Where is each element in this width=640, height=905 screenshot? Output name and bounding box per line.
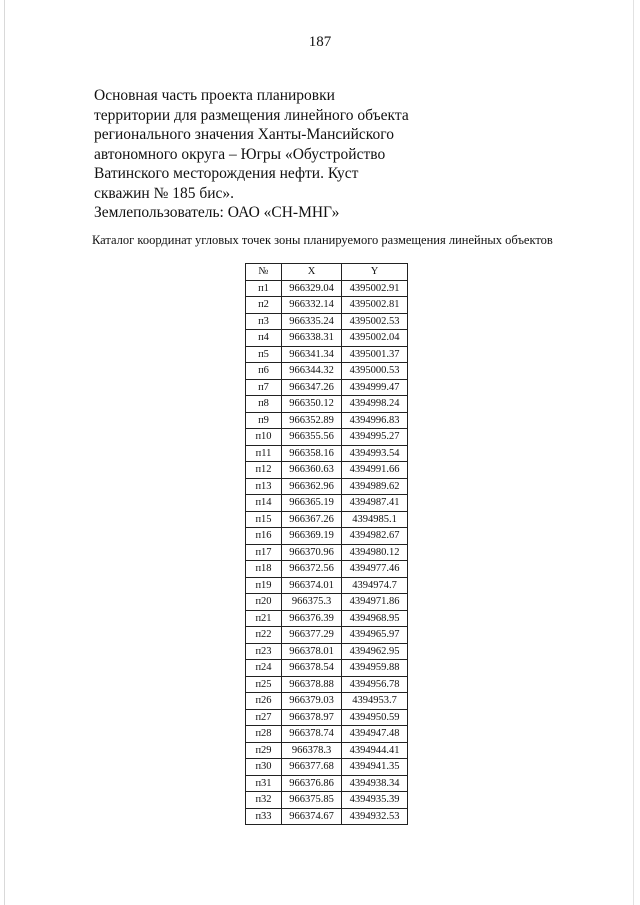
table-row [246,759,408,776]
x-coordinate-cell: 966378.97 [282,709,342,726]
point-id-cell: п18 [246,561,282,578]
heading-line: Ватинского месторождения нефти. Куст [94,165,359,182]
point-id-cell: п2 [246,297,282,314]
table-row [246,577,408,594]
point-id-cell: п24 [246,660,282,677]
table-row [246,726,408,743]
point-id-cell: п22 [246,627,282,644]
y-coordinate-cell: 4394982.67 [342,528,408,545]
point-id-cell: п6 [246,363,282,380]
table-row [246,330,408,347]
y-coordinate-cell: 4394959.88 [342,660,408,677]
y-coordinate-cell: 4394953.7 [342,693,408,710]
y-coordinate-cell: 4394962.95 [342,643,408,660]
table-row [246,775,408,792]
y-coordinate-cell: 4394980.12 [342,544,408,561]
point-id-cell: п25 [246,676,282,693]
point-id-cell: п11 [246,445,282,462]
table-row [246,676,408,693]
point-id-cell: п31 [246,775,282,792]
point-id-cell: п26 [246,693,282,710]
y-coordinate-cell: 4394996.83 [342,412,408,429]
y-coordinate-cell: 4394995.27 [342,429,408,446]
x-coordinate-cell: 966358.16 [282,445,342,462]
point-id-cell: п15 [246,511,282,528]
table-row [246,379,408,396]
point-id-cell: п16 [246,528,282,545]
x-coordinate-cell: 966370.96 [282,544,342,561]
x-coordinate-cell: 966365.19 [282,495,342,512]
y-coordinate-cell: 4394987.41 [342,495,408,512]
y-coordinate-cell: 4394932.53 [342,808,408,825]
table-row [246,742,408,759]
table-row [246,561,408,578]
table-row [246,429,408,446]
x-coordinate-cell: 966375.85 [282,792,342,809]
point-id-cell: п28 [246,726,282,743]
x-coordinate-cell: 966355.56 [282,429,342,446]
table-row [246,445,408,462]
point-id-cell: п33 [246,808,282,825]
point-id-cell: п17 [246,544,282,561]
y-coordinate-cell: 4395002.81 [342,297,408,314]
x-coordinate-cell: 966378.54 [282,660,342,677]
y-coordinate-cell: 4394989.62 [342,478,408,495]
point-id-cell: п14 [246,495,282,512]
table-row [246,808,408,825]
y-coordinate-cell: 4394965.97 [342,627,408,644]
point-id-cell: п21 [246,610,282,627]
x-coordinate-cell: 966377.68 [282,759,342,776]
x-coordinate-cell: 966344.32 [282,363,342,380]
x-coordinate-cell: 966378.01 [282,643,342,660]
table-row [246,363,408,380]
x-coordinate-cell: 966372.56 [282,561,342,578]
column-header-y: Y [342,264,408,281]
point-id-cell: п8 [246,396,282,413]
scan-edge [4,0,5,905]
y-coordinate-cell: 4394956.78 [342,676,408,693]
page-number: 187 [308,34,332,50]
x-coordinate-cell: 966375.3 [282,594,342,611]
point-id-cell: п3 [246,313,282,330]
table-header-row [246,264,408,281]
x-coordinate-cell: 966379.03 [282,693,342,710]
x-coordinate-cell: 966377.29 [282,627,342,644]
table-row [246,478,408,495]
heading-line: регионального значения Ханты-Мансийского [94,126,394,143]
y-coordinate-cell: 4394977.46 [342,561,408,578]
table-row [246,297,408,314]
y-coordinate-cell: 4395002.91 [342,280,408,297]
table-row [246,610,408,627]
point-id-cell: п32 [246,792,282,809]
table-row [246,280,408,297]
table-row [246,627,408,644]
table-body [246,280,408,825]
heading-line: скважин № 185 бис». [94,184,235,202]
x-coordinate-cell: 966367.26 [282,511,342,528]
x-coordinate-cell: 966374.01 [282,577,342,594]
column-header-number: № [246,264,282,281]
x-coordinate-cell: 966338.31 [282,330,342,347]
table-row [246,544,408,561]
x-coordinate-cell: 966360.63 [282,462,342,479]
x-coordinate-cell: 966352.89 [282,412,342,429]
column-header-x: X [282,264,342,281]
table-row [246,462,408,479]
table-row [246,396,408,413]
point-id-cell: п20 [246,594,282,611]
table-row [246,313,408,330]
x-coordinate-cell: 966378.88 [282,676,342,693]
x-coordinate-cell: 966369.19 [282,528,342,545]
point-id-cell: п1 [246,280,282,297]
coordinates-table [245,263,408,825]
y-coordinate-cell: 4394985.1 [342,511,408,528]
table-row [246,412,408,429]
point-id-cell: п9 [246,412,282,429]
x-coordinate-cell: 966378.74 [282,726,342,743]
x-coordinate-cell: 966376.39 [282,610,342,627]
x-coordinate-cell: 966329.04 [282,280,342,297]
x-coordinate-cell: 966350.12 [282,396,342,413]
heading-line: Землепользователь: ОАО «СН-МНГ» [94,204,340,221]
y-coordinate-cell: 4395002.53 [342,313,408,330]
x-coordinate-cell: 966362.96 [282,478,342,495]
y-coordinate-cell: 4395002.04 [342,330,408,347]
table-row [246,709,408,726]
heading-line: автономного округа – Югры «Обустройство [94,145,386,163]
point-id-cell: п7 [246,379,282,396]
point-id-cell: п19 [246,577,282,594]
y-coordinate-cell: 4394999.47 [342,379,408,396]
table-row [246,528,408,545]
heading-line: территории для размещения линейного объекта [94,106,409,124]
table-row [246,660,408,677]
x-coordinate-cell: 966376.86 [282,775,342,792]
y-coordinate-cell: 4394947.48 [342,726,408,743]
y-coordinate-cell: 4394993.54 [342,445,408,462]
y-coordinate-cell: 4394944.41 [342,742,408,759]
table-row [246,346,408,363]
table-row [246,495,408,512]
point-id-cell: п10 [246,429,282,446]
table-row [246,693,408,710]
y-coordinate-cell: 4395000.53 [342,363,408,380]
y-coordinate-cell: 4394974.7 [342,577,408,594]
point-id-cell: п23 [246,643,282,660]
y-coordinate-cell: 4394941.35 [342,759,408,776]
table-row [246,643,408,660]
x-coordinate-cell: 966374.67 [282,808,342,825]
scan-edge [633,0,634,905]
x-coordinate-cell: 966347.26 [282,379,342,396]
x-coordinate-cell: 966378.3 [282,742,342,759]
y-coordinate-cell: 4394938.34 [342,775,408,792]
y-coordinate-cell: 4394935.39 [342,792,408,809]
table-row [246,511,408,528]
y-coordinate-cell: 4394998.24 [342,396,408,413]
point-id-cell: п12 [246,462,282,479]
x-coordinate-cell: 966335.24 [282,313,342,330]
point-id-cell: п4 [246,330,282,347]
point-id-cell: п13 [246,478,282,495]
heading-line: Основная часть проекта планировки [94,87,335,104]
point-id-cell: п27 [246,709,282,726]
point-id-cell: п29 [246,742,282,759]
y-coordinate-cell: 4394950.59 [342,709,408,726]
x-coordinate-cell: 966341.34 [282,346,342,363]
document-heading [94,86,454,223]
table-row [246,594,408,611]
y-coordinate-cell: 4394991.66 [342,462,408,479]
table-caption: Каталог координат угловых точек зоны планируемого размещения линейных объектов [92,233,553,247]
point-id-cell: п30 [246,759,282,776]
table-row [246,792,408,809]
y-coordinate-cell: 4394968.95 [342,610,408,627]
y-coordinate-cell: 4394971.86 [342,594,408,611]
point-id-cell: п5 [246,346,282,363]
y-coordinate-cell: 4395001.37 [342,346,408,363]
x-coordinate-cell: 966332.14 [282,297,342,314]
